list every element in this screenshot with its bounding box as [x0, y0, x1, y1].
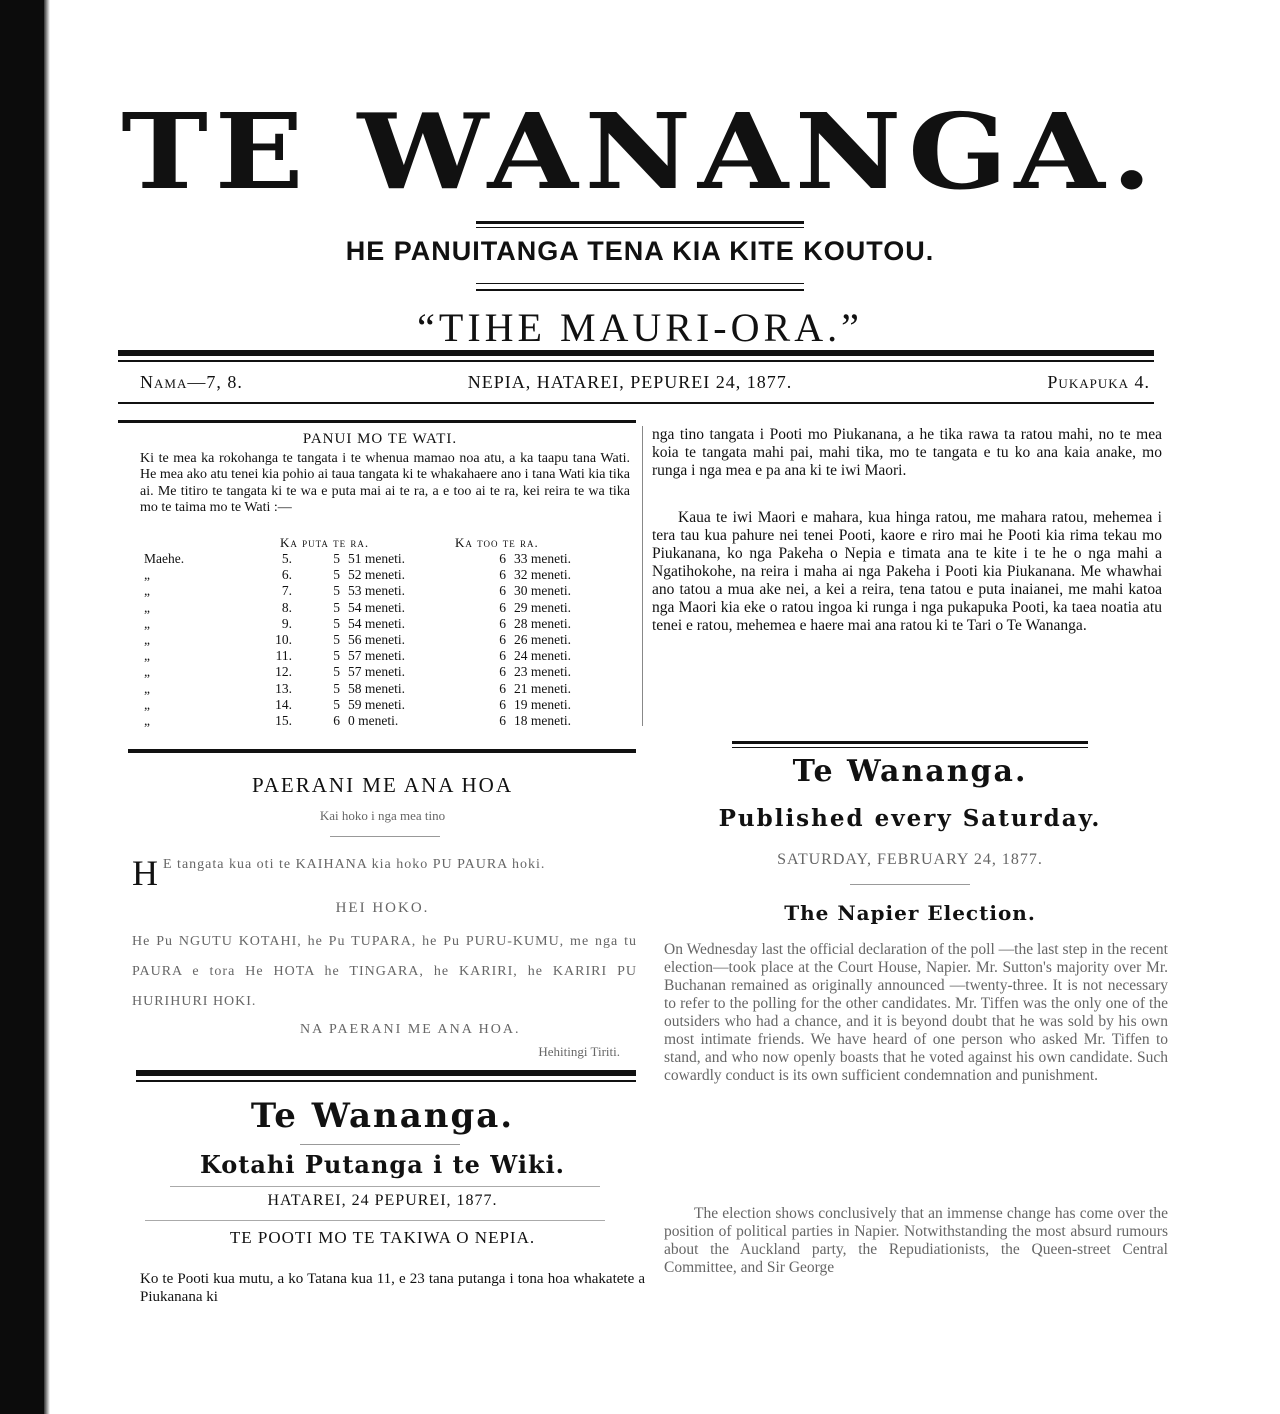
watch-end-rule [128, 749, 636, 753]
sun-times-cell-sm: 30 meneti. [514, 583, 571, 599]
paerani-intro [132, 853, 632, 893]
sun-times-row [140, 600, 608, 616]
issue-place-date: NEPIA, HATAREI, PEPUREI 24, 1877. [467, 372, 793, 392]
sun-times-cell-rm: 59 meneti. [348, 696, 405, 712]
right-para-1: nga tino tangata i Pooti mo Piukanana, a he tika rawa ta ratou mahi, no te mea koia te tangata mahi pai, mahi tika, mo te tangata e tu ko ana kaia anake, mo runga i nga mea e pa ana ki te iwi Maori. [652, 426, 1162, 479]
sun-times-cell-rh: 5 [333, 664, 340, 680]
paerani-end-rule-thin [136, 1080, 636, 1082]
sun-times-row [140, 567, 608, 583]
sun-times-cell-month: Maehe. [144, 551, 185, 566]
sun-times-cell-sm: 19 meneti. [514, 696, 571, 712]
sun-times-cell-sm: 24 meneti. [514, 648, 571, 664]
sun-times-cell-month: „ [144, 615, 150, 631]
masthead-title: TE WANANGA. [121, 90, 1159, 213]
sun-times-cell-month: „ [144, 713, 150, 729]
sun-times-cell-day: 15. [275, 713, 292, 729]
election-para-1: On Wednesday last the official declaration of the poll —the last step in the recent election—took place at the Court House, Napier. Mr. Sutton's majority over Mr. Buchanan remained as originally announced —twenty-three. It is not necessary to refer to the polling for the other candidates. Mr. Tiffen was the only one of the outsiders who had a chance, and it is beyond doubt that he was sold by his own most intimate friends. We have heard of one person who asked Mr. Tiffen to stand, and who now openly boasts that he voted against his own candidate. Such cowardly conduct is its own sufficient condemnation and punishment. [664, 941, 1168, 1084]
sun-times-cell-sh: 6 [499, 551, 506, 566]
column-divider [642, 426, 643, 726]
sun-times-cell-sh: 6 [499, 615, 506, 631]
sun-times-cell-rh: 5 [333, 583, 340, 599]
watch-col-rise: Ka puta te ra. [280, 535, 370, 550]
sun-times-cell-rh: 5 [333, 648, 340, 664]
sun-times-cell-rh: 5 [333, 615, 340, 631]
sun-times-cell-sm: 28 meneti. [514, 615, 571, 631]
sun-times-cell-sm: 18 meneti. [514, 713, 571, 729]
meta-rule [118, 402, 1154, 404]
right-para-2: Kaua te iwi Maori e mahara, kua hinga ratou, me mahara ratou, mehemea i tera tau kua pahure nei tenei Pooti, kaore e riro mai he Pooti kia rima tekau mo Piukanana, ko nga Pakeha o Nepia e timata ana te kite i te he o nga mahi a Ngatihokohe, na reira i maha ai nga Pakeha i Pooti kia Piukanana. Me whawhai ano tatou a mua ake nei, a kei a reira, tena tatou e puta inaianei, me mahi katoa nga Maori kia eke o ratou ingoa ki runga i nga pukapuka Pooti, ka taea noatia atu tenei e ratou, mehemea e haere mai ana ratou ki te Tari o Te Wananga. [652, 509, 1162, 634]
sun-times-cell-rh: 5 [333, 632, 340, 648]
sun-times-cell-rh: 6 [333, 713, 340, 729]
sun-times-cell-day: 11. [275, 648, 292, 664]
sun-times-cell-sh: 6 [499, 680, 506, 696]
sun-times-cell-day: 12. [275, 664, 292, 680]
sun-times-cell-month: „ [144, 567, 150, 583]
sun-times-row [140, 713, 608, 729]
maori-masthead-tagline: Kotahi Putanga i te Wiki. [199, 1150, 566, 1179]
election-para-2: The election shows conclusively that an immense change has come over the position of political parties in Napier. Notwithstanding the most absurd rumours about the Auckland party, the Repudiationists, the Queen-street Central Committee, and Sir George [664, 1205, 1168, 1276]
sun-times-cell-sh: 6 [499, 599, 506, 615]
sun-times-cell-sm: 29 meneti. [514, 599, 571, 615]
sun-times-cell-sm: 23 meneti. [514, 664, 571, 680]
paerani-sale: HEI HOKO. [335, 900, 430, 916]
sun-times-cell-rm: 54 meneti. [348, 599, 405, 615]
masthead-rule [476, 221, 804, 224]
sun-times-cell-sh: 6 [499, 567, 506, 583]
issue-number: Nama—7, 8. [140, 372, 243, 392]
sun-times-row [140, 697, 608, 713]
sun-times-cell-day: 10. [275, 632, 292, 648]
sun-times-cell-rm: 51 meneti. [348, 551, 405, 566]
sun-times-cell-sh: 6 [499, 713, 506, 729]
sun-times-cell-rm: 52 meneti. [348, 567, 405, 583]
sun-times-cell-month: „ [144, 599, 150, 615]
sun-times-cell-rm: 58 meneti. [348, 680, 405, 696]
header-rule-thin [118, 360, 1154, 362]
english-date-rule [850, 884, 970, 885]
sun-times-cell-month: „ [144, 632, 150, 648]
sun-times-cell-rm: 53 meneti. [348, 583, 405, 599]
english-masthead-date: SATURDAY, FEBRUARY 24, 1877. [777, 851, 1043, 868]
pooti-body: Ko te Pooti kua mutu, a ko Tatana kua 11, e 23 tana putanga i tona hoa whakatete a Piukanana ki [140, 1271, 645, 1305]
right-divider-rule-thin [732, 747, 1088, 748]
sun-times-cell-rh: 5 [333, 680, 340, 696]
right-divider-rule [732, 741, 1088, 744]
sun-times-cell-sm: 21 meneti. [514, 680, 571, 696]
english-masthead-title: Te Wananga. [792, 754, 1028, 789]
subtitle-rule-thick [476, 289, 804, 291]
sun-times-cell-day: 13. [275, 680, 292, 696]
sun-times-cell-month: „ [144, 583, 150, 599]
sun-times-cell-rh: 5 [333, 551, 340, 566]
sun-times-cell-month: „ [144, 680, 150, 696]
sun-times-cell-rm: 54 meneti. [348, 615, 405, 631]
sun-times-cell-month: „ [144, 648, 150, 664]
paerani-goods: He Pu NGUTU KOTAHI, he Pu TUPARA, he Pu PURU-KUMU, me nga tu PAURA e tora He HOTA he TINGARA, he KARIRI, he KARIRI PU HURIHURI HOKI. [132, 934, 637, 1009]
sun-times-row [140, 664, 608, 680]
paerani-dropcap: H [132, 853, 159, 893]
election-heading: The Napier Election. [784, 901, 1036, 925]
sun-times-row [140, 648, 608, 664]
watch-notice-heading: PANUI MO TE WATI. [302, 431, 458, 447]
sun-times-cell-sm: 32 meneti. [514, 567, 571, 583]
paerani-rule [330, 836, 440, 837]
sun-times-cell-day: 14. [275, 696, 292, 712]
paerani-heading: PAERANI ME ANA HOA [251, 773, 513, 797]
sun-times-cell-day: 9. [281, 615, 292, 631]
sun-times-row [140, 583, 608, 599]
sun-times-cell-rm: 57 meneti. [348, 648, 405, 664]
sun-times-cell-sm: 26 meneti. [514, 632, 571, 648]
sun-times-cell-day: 6. [281, 567, 292, 583]
paerani-address: Hehitingi Tiriti. [538, 1044, 620, 1059]
left-column-top-rule [118, 420, 636, 423]
subtitle-rule [476, 283, 804, 284]
sun-times-cell-sh: 6 [499, 632, 506, 648]
sun-times-cell-sh: 6 [499, 696, 506, 712]
watch-notice-body: Ki te mea ka rokohanga te tangata i te whenua mamao noa atu, a ka taapu tana Wati. He mea ako atu tenei kia pohio ai taua tangata ki te whakahaere ano i tana Wati kia tika ai. Me titiro te tangata ki te wa e puta mai ai te ra, a e too ai te ra, kei reira te wa tika mo te taima mo te Wati :— [140, 451, 630, 515]
sun-times-table [140, 551, 608, 729]
sun-times-cell-sh: 6 [499, 648, 506, 664]
sun-times-cell-sh: 6 [499, 664, 506, 680]
sun-times-cell-rh: 5 [333, 599, 340, 615]
sun-times-cell-month: „ [144, 696, 150, 712]
maori-date-rule [145, 1220, 605, 1221]
sun-times-cell-rm: 0 meneti. [348, 713, 399, 729]
sun-times-cell-sm: 33 meneti. [514, 551, 571, 566]
masthead-rule-thin [476, 227, 804, 228]
english-masthead-tagline: Published every Saturday. [718, 805, 1102, 832]
maori-masthead-rule [300, 1144, 460, 1145]
sun-times-row [140, 551, 608, 567]
masthead-motto: “TIHE MAURI-ORA.” [417, 305, 863, 350]
scan-binding-edge [0, 0, 44, 1414]
sun-times-cell-sh: 6 [499, 583, 506, 599]
sun-times-row [140, 681, 608, 697]
sun-times-cell-day: 7. [281, 583, 292, 599]
maori-masthead-date: HATAREI, 24 PEPUREI, 1877. [267, 1192, 498, 1209]
sun-times-cell-day: 5. [281, 551, 292, 566]
sun-times-cell-rm: 57 meneti. [348, 664, 405, 680]
sun-times-cell-day: 8. [281, 599, 292, 615]
masthead-subtitle: HE PANUITANGA TENA KIA KITE KOUTOU. [345, 236, 935, 266]
paerani-subheading: Kai hoko i nga mea tino [319, 808, 446, 823]
maori-masthead-title: Te Wananga. [250, 1096, 515, 1136]
paerani-end-rule-thick [136, 1070, 636, 1076]
paerani-intro-text: E tangata kua oti te KAIHANA kia hoko PU PAURA hoki. [163, 857, 546, 872]
watch-col-set: Ka too te ra. [455, 535, 539, 550]
maori-tagline-rule [170, 1186, 600, 1187]
sun-times-row [140, 616, 608, 632]
sun-times-cell-rm: 56 meneti. [348, 632, 405, 648]
paerani-signature: NA PAERANI ME ANA HOA. [300, 1022, 521, 1037]
sun-times-cell-rh: 5 [333, 567, 340, 583]
sun-times-cell-rh: 5 [333, 696, 340, 712]
pooti-heading: TE POOTI MO TE TAKIWA O NEPIA. [229, 1228, 536, 1247]
header-rule-thick [118, 350, 1154, 356]
sun-times-cell-month: „ [144, 664, 150, 680]
sun-times-row [140, 632, 608, 648]
issue-page: Pukapuka 4. [1047, 372, 1150, 392]
